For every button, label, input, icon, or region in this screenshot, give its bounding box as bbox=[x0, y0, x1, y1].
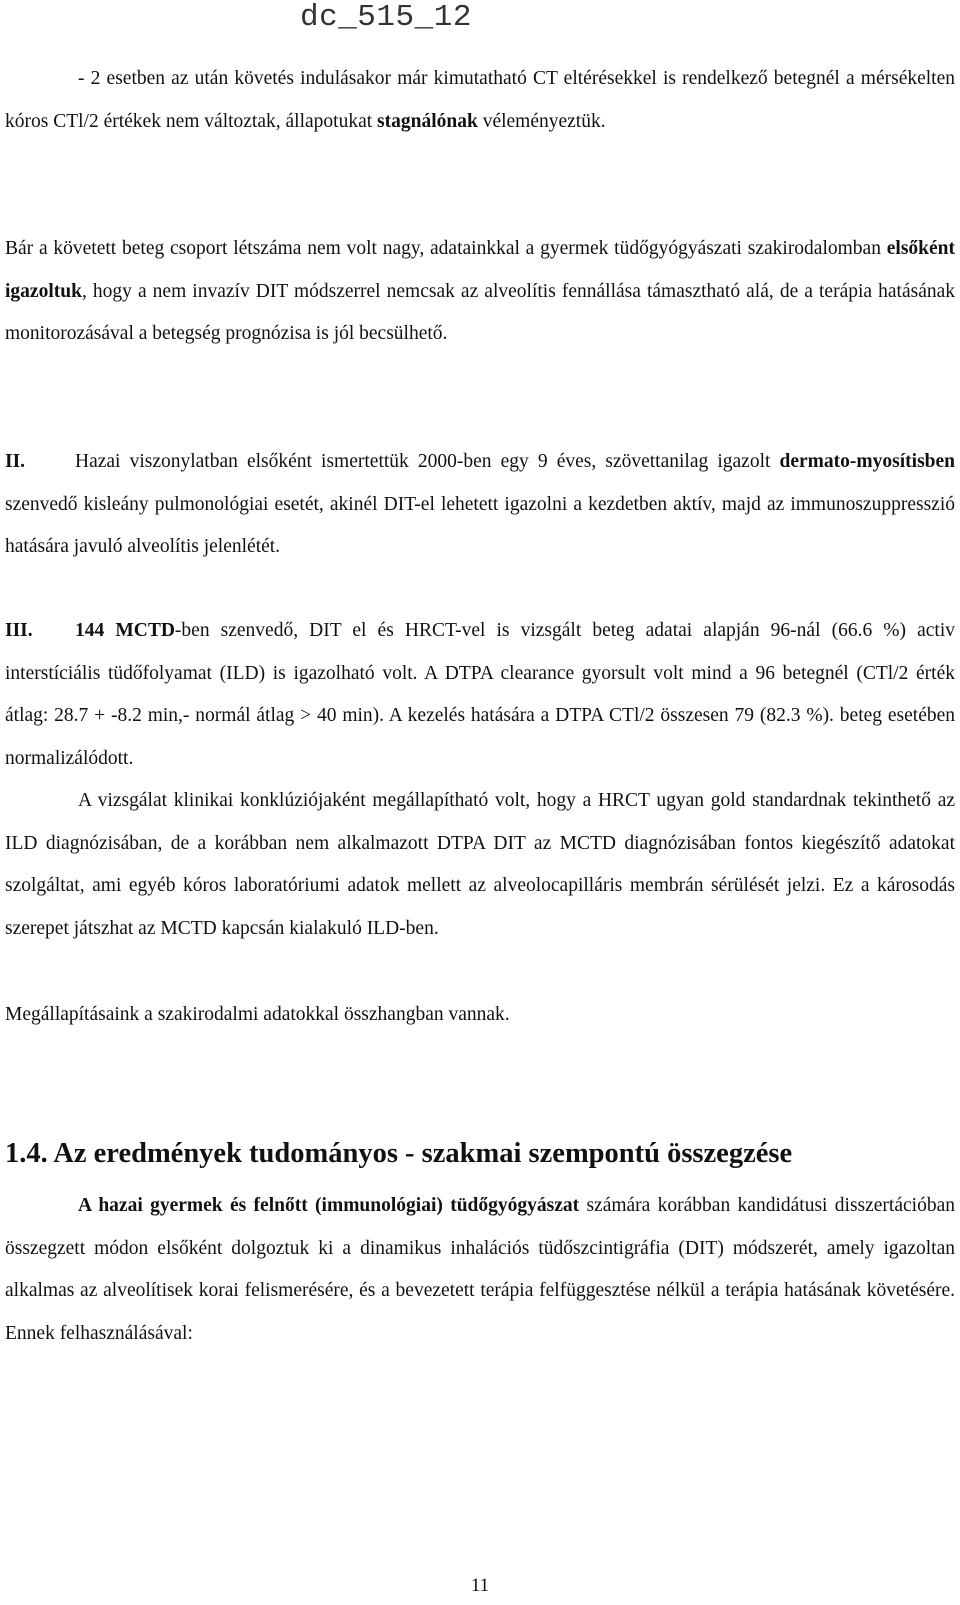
bold-term-stagnalonak: stagnálónak bbox=[377, 110, 478, 132]
paragraph-text: számára korábban kandidátusi disszertációban összegzett módon elsőként dolgoztuk ki a dinamikus inhalációs tüdőszcintigráfia (DIT) módszerét, amely igazoltan alkalmas az alveolítisek korai felismerésére, és a bevezetett terápia felfüggesztése nélkül a terápia hatásának követésére. Ennek felhasználásával: bbox=[5, 1195, 955, 1344]
paragraph-summary bbox=[5, 1185, 955, 1355]
page-number: 11 bbox=[470, 1575, 490, 1596]
roman-numeral-ii: II. bbox=[5, 451, 26, 472]
document-id-header: dc_515_12 bbox=[300, 0, 472, 35]
paragraph-text: Bár a követett beteg csoport létszáma nem volt nagy, adatainkkal a gyermek tüdőgyógyászati szakirodalomban bbox=[5, 238, 887, 259]
section-heading-1-4: 1.4. Az eredmények tudományos - szakmai szempontú összegzése bbox=[5, 1138, 793, 1169]
paragraph-literature-agreement: Megállapításaink a szakirodalmi adatokkal összhangban vannak. bbox=[5, 1004, 510, 1025]
paragraph-text: véleményeztük. bbox=[477, 110, 606, 132]
paragraph-followup-cases bbox=[5, 58, 955, 143]
bold-term-elsokent-igazoltuk: elsőként igazoltuk bbox=[5, 238, 955, 302]
paragraph-text: -ben szenvedő, DIT el és HRCT-vel is vizsgált beteg adatai alapján 96-nál (66.6 %) activ interstíciális tüdőfolyamat (ILD) is igazolható volt. A DTPA clearance gyorsult volt mind a 96 betegnél (CTl/2 érték átlag: 28.7 + -8.2 min,- normál átlag > 40 min). A kezelés hatására a DTPA CTl/2 összesen 79 (82.3 %). beteg esetében normalizálódott. bbox=[5, 620, 955, 769]
paragraph-text: szenvedő kisleány pulmonológiai esetét, akinél DIT-el lehetett igazolni a kezdetben aktív, majd az immunoszuppresszió hatására javuló alveolítis jelenlétét. bbox=[5, 493, 955, 558]
paragraph-first-proven bbox=[5, 228, 955, 356]
bold-term-hazai-tudogyogyaszat: A hazai gyermek és felnőtt (immunológiai) tüdőgyógyászat bbox=[78, 1195, 580, 1216]
paragraph-text: , hogy a nem invazív DIT módszerrel nemcsak az alveolítis fennállása támasztható alá, de a terápia hatásának monitorozásával a betegség prognózisa is jól becsülhető. bbox=[5, 280, 955, 345]
bold-term-144-mctd: 144 MCTD bbox=[75, 620, 175, 641]
paragraph-text: Hazai viszonylatban elsőként ismertettük 2000-ben egy 9 éves, szövettanilag igazolt bbox=[75, 451, 780, 472]
paragraph-text: - 2 esetben az után követés indulásakor már kimutatható CT eltérésekkel is rendelkező betegnél a mérsékelten kóros CTl/2 értékek nem változtak, állapotukat bbox=[5, 68, 955, 132]
paragraph-clinical-conclusion: A vizsgálat klinikai konklúziójaként megállapítható volt, hogy a HRCT ugyan gold standardnak tekinthető az ILD diagnózisában, de a korábban nem alkalmazott DTPA DIT az MCTD diagnózisában fontos kiegészítő adatokat szolgáltat, ami egyéb kóros laboratóriumi adatok mellett az alveolocapilláris membrán sérülését jelzi. Ez a károsodás szerepet játszhat az MCTD kapcsán kialakuló ILD-ben. bbox=[5, 790, 955, 939]
bold-term-dermato-myositis: dermato-myosítisben bbox=[779, 451, 955, 472]
roman-numeral-iii: III. bbox=[5, 620, 33, 641]
paragraph-section-ii bbox=[5, 441, 955, 569]
paragraph-section-iii bbox=[5, 610, 955, 780]
